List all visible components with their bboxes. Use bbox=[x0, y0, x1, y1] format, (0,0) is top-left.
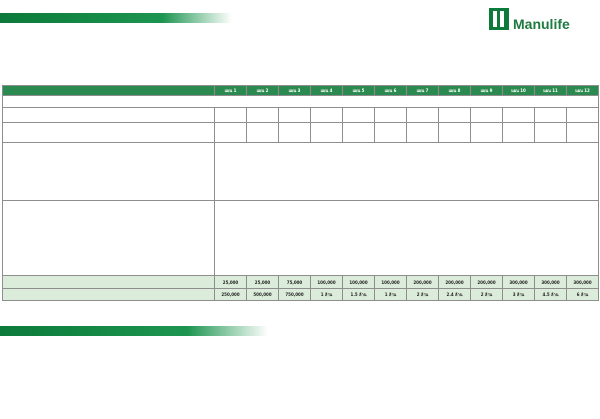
total-row-1-value: 300,000 bbox=[535, 276, 567, 288]
manulife-logo-icon bbox=[489, 8, 509, 30]
total-row-1-value: 200,000 bbox=[407, 276, 439, 288]
total-row-1-label bbox=[3, 276, 215, 288]
plan-header: แผน 12 bbox=[567, 86, 599, 96]
total-row-2-value: 1.5 ล้าน bbox=[343, 288, 375, 300]
total-row-1-value: 100,000 bbox=[375, 276, 407, 288]
section-2-header bbox=[0, 326, 268, 336]
table-row bbox=[3, 96, 599, 108]
plan-header: แผน 4 bbox=[311, 86, 343, 96]
plan-header: แผน 10 bbox=[503, 86, 535, 96]
plan-table bbox=[2, 85, 599, 301]
table-row-label bbox=[3, 122, 215, 143]
plan-header: แผน 6 bbox=[375, 86, 407, 96]
plan-header: แผน 5 bbox=[343, 86, 375, 96]
total-row-2-value: 2 ล้าน bbox=[471, 288, 503, 300]
plan-header: แผน 11 bbox=[535, 86, 567, 96]
plan-header: แผน 7 bbox=[407, 86, 439, 96]
table-row-label bbox=[3, 108, 215, 122]
total-row-2-value: 500,000 bbox=[247, 288, 279, 300]
total-row-1-value: 25,000 bbox=[215, 276, 247, 288]
total-row-1-value: 300,000 bbox=[567, 276, 599, 288]
total-row-1-value: 75,000 bbox=[279, 276, 311, 288]
table-row-label bbox=[3, 143, 215, 200]
merged-note bbox=[215, 143, 599, 200]
total-row-2-label bbox=[3, 288, 215, 300]
total-row-1-value: 100,000 bbox=[311, 276, 343, 288]
plan-header: แผน 8 bbox=[439, 86, 471, 96]
total-row-2-value: 1 ล้าน bbox=[375, 288, 407, 300]
plan-header: แผน 2 bbox=[247, 86, 279, 96]
merged-note bbox=[215, 200, 599, 276]
total-row-1-value: 100,000 bbox=[343, 276, 375, 288]
total-row-2-value: 6 ล้าน bbox=[567, 288, 599, 300]
total-row-2-value: 250,000 bbox=[215, 288, 247, 300]
total-row-2-value: 1 ล้าน bbox=[311, 288, 343, 300]
total-row-1-value: 25,000 bbox=[247, 276, 279, 288]
total-row-2-value: 2 ล้าน bbox=[407, 288, 439, 300]
total-row-2-value: 750,000 bbox=[279, 288, 311, 300]
total-row-2-value: 4.5 ล้าน bbox=[535, 288, 567, 300]
logo-brand-name: Manulife bbox=[513, 16, 570, 32]
plan-header: แผน 1 bbox=[215, 86, 247, 96]
table-row-label bbox=[3, 200, 215, 276]
plan-header: แผน 3 bbox=[279, 86, 311, 96]
total-row-1-value: 300,000 bbox=[503, 276, 535, 288]
section-1-header bbox=[0, 13, 232, 23]
total-row-1-value: 200,000 bbox=[439, 276, 471, 288]
total-row-1-value: 200,000 bbox=[471, 276, 503, 288]
row-label-header bbox=[3, 86, 215, 96]
total-row-2-value: 2.4 ล้าน bbox=[439, 288, 471, 300]
plan-header: แผน 9 bbox=[471, 86, 503, 96]
manulife-logo bbox=[489, 7, 589, 33]
total-row-2-value: 3 ล้าน bbox=[503, 288, 535, 300]
